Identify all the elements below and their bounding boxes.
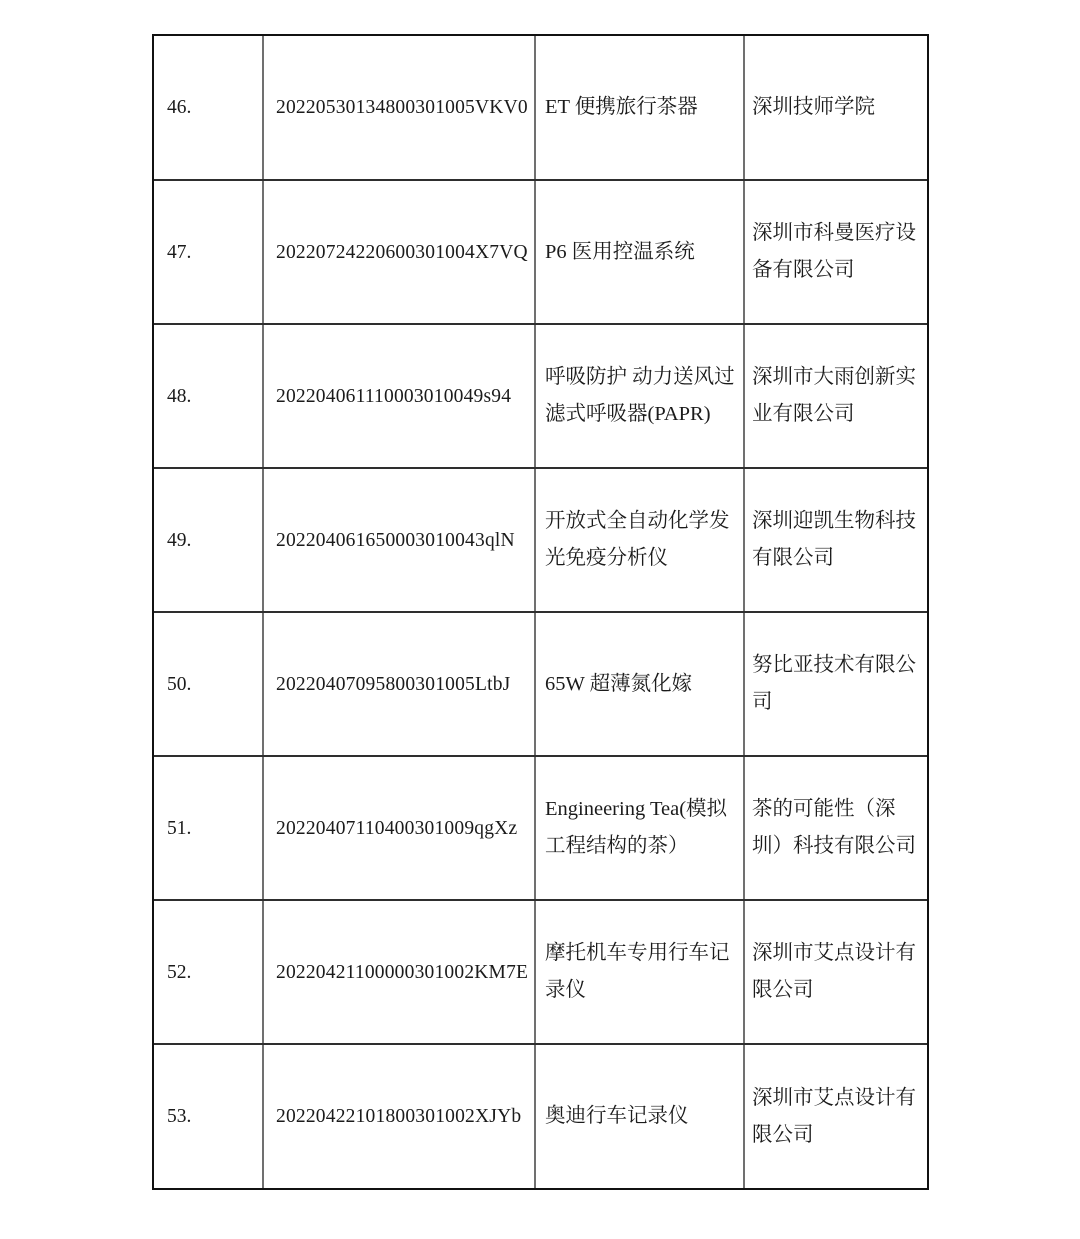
row-index-number: 47.: [154, 180, 263, 324]
table-row: [154, 468, 927, 612]
row-index-number: 51.: [154, 756, 263, 900]
row-record-code: 20220421100000301002KM7E: [263, 900, 535, 1044]
row-index-number: 48.: [154, 324, 263, 468]
row-index-number: 46.: [154, 36, 263, 180]
row-company-name: 茶的可能性（深圳）科技有限公司: [744, 756, 927, 900]
row-product-name: Engineering Tea(模拟工程结构的茶）: [535, 756, 744, 900]
row-company-name: 深圳市科曼医疗设备有限公司: [744, 180, 927, 324]
table-row: [154, 756, 927, 900]
table-row: [154, 180, 927, 324]
row-index-number: 52.: [154, 900, 263, 1044]
product-table: [154, 36, 927, 1188]
table-row: [154, 612, 927, 756]
row-product-name: 65W 超薄氮化嫁: [535, 612, 744, 756]
row-company-name: 努比亚技术有限公司: [744, 612, 927, 756]
row-product-name: 呼吸防护 动力送风过滤式呼吸器(PAPR): [535, 324, 744, 468]
table-row: [154, 1044, 927, 1188]
row-record-code: 20220724220600301004X7VQ: [263, 180, 535, 324]
row-record-code: 202204061110003010049s94: [263, 324, 535, 468]
row-company-name: 深圳市艾点设计有限公司: [744, 900, 927, 1044]
product-table-container: [152, 34, 929, 1190]
row-company-name: 深圳迎凯生物科技有限公司: [744, 468, 927, 612]
row-product-name: 摩托机车专用行车记录仪: [535, 900, 744, 1044]
row-record-code: 20220530134800301005VKV0: [263, 36, 535, 180]
row-product-name: 开放式全自动化学发光免疫分析仪: [535, 468, 744, 612]
row-company-name: 深圳市艾点设计有限公司: [752, 1086, 916, 1146]
row-record-code: 20220407110400301009qgXz: [263, 756, 535, 900]
row-index-number: 53.: [154, 1044, 263, 1188]
table-row: [154, 36, 927, 180]
table-row: [154, 900, 927, 1044]
row-record-code: 202204061650003010043qlN: [263, 468, 535, 612]
row-company-name: 深圳技师学院: [744, 36, 927, 180]
row-index-number: 50.: [154, 612, 263, 756]
row-record-code: 20220407095800301005LtbJ: [263, 612, 535, 756]
row-index-number: 49.: [154, 468, 263, 612]
row-product-name: P6 医用控温系统: [535, 180, 744, 324]
row-product-name: ET 便携旅行茶器: [535, 36, 744, 180]
row-company-name: 深圳市大雨创新实业有限公司: [744, 324, 927, 468]
row-record-code: 20220422101800301002XJYb: [263, 1044, 535, 1188]
table-row: [154, 324, 927, 468]
product-table-body: [154, 36, 927, 1188]
row-product-name: 奥迪行车记录仪: [535, 1044, 744, 1188]
